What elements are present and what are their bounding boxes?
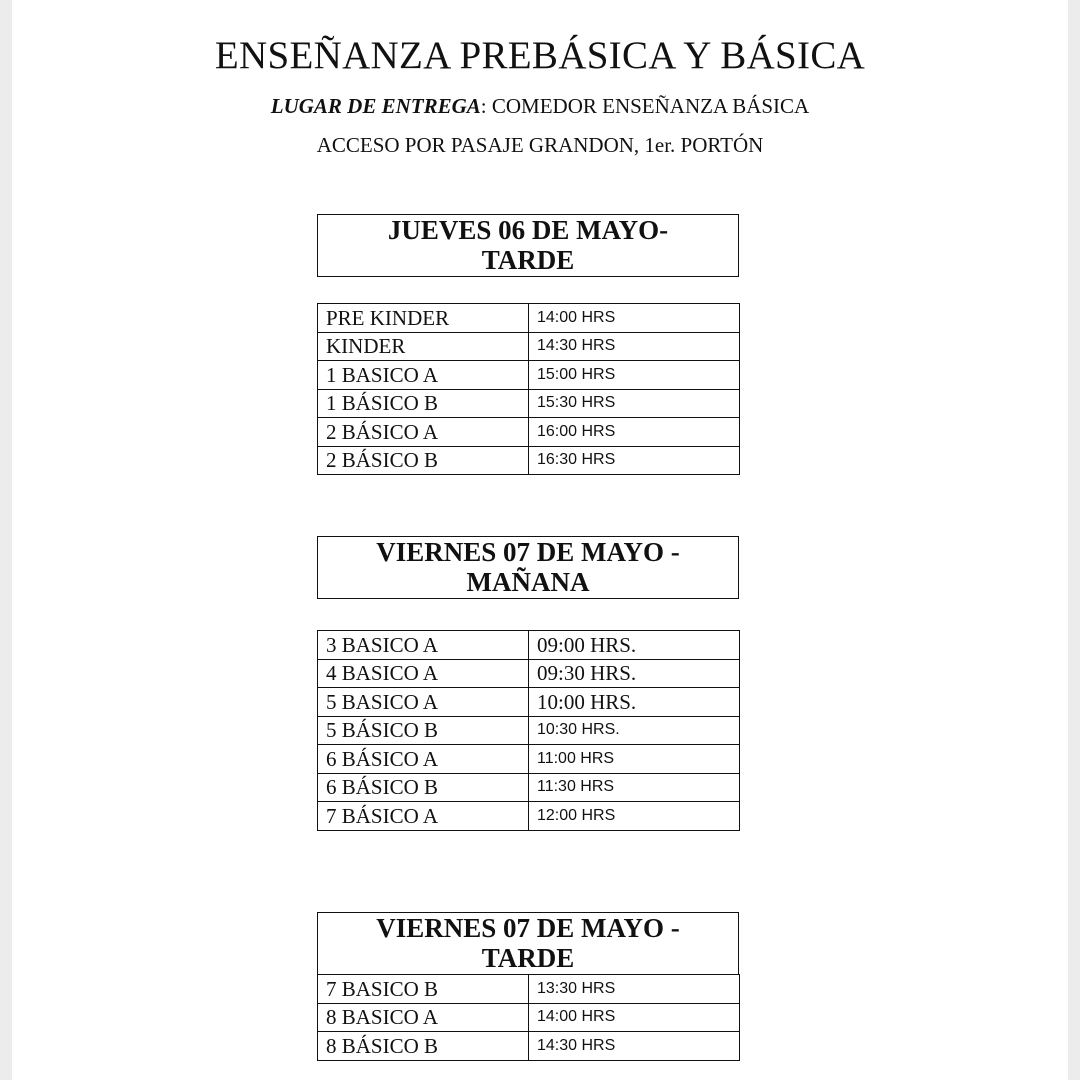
grade-cell: 1 BASICO A — [318, 361, 529, 390]
time-cell: 16:30 HRS — [529, 446, 740, 475]
grade-cell: 6 BÁSICO B — [318, 773, 529, 802]
table-row — [318, 802, 740, 831]
time-cell: 15:30 HRS — [529, 389, 740, 418]
grade-cell: 8 BÁSICO B — [318, 1032, 529, 1061]
grade-cell: 8 BASICO A — [318, 1003, 529, 1032]
time-cell: 11:00 HRS — [529, 745, 740, 774]
table-row — [318, 975, 740, 1004]
time-cell: 14:00 HRS — [529, 304, 740, 333]
session-heading-line1: JUEVES 06 DE MAYO- — [387, 215, 669, 245]
session-heading-line1: VIERNES 07 DE MAYO - — [376, 537, 680, 567]
time-cell: 11:30 HRS — [529, 773, 740, 802]
table-row — [318, 1003, 740, 1032]
grade-cell: 2 BÁSICO B — [318, 446, 529, 475]
session-heading-line2: TARDE — [481, 245, 575, 275]
time-cell: 14:30 HRS — [529, 1032, 740, 1061]
page-title: ENSEÑANZA PREBÁSICA Y BÁSICA — [214, 34, 866, 77]
time-cell: 10:00 HRS. — [529, 688, 740, 717]
session-heading-line2: TARDE — [481, 943, 575, 973]
table-row — [318, 361, 740, 390]
session-heading-line1: VIERNES 07 DE MAYO - — [376, 913, 680, 943]
grade-cell: 5 BÁSICO B — [318, 716, 529, 745]
table-row — [318, 688, 740, 717]
table-row — [318, 659, 740, 688]
time-cell: 09:00 HRS. — [529, 631, 740, 660]
time-cell: 12:00 HRS — [529, 802, 740, 831]
time-cell: 14:00 HRS — [529, 1003, 740, 1032]
grade-cell: KINDER — [318, 332, 529, 361]
table-row — [318, 631, 740, 660]
table-row — [318, 304, 740, 333]
access-info: ACCESO POR PASAJE GRANDON, 1er. PORTÓN — [316, 133, 764, 157]
session-heading — [317, 214, 739, 277]
table-row — [318, 418, 740, 447]
grade-cell: 3 BASICO A — [318, 631, 529, 660]
time-cell: 16:00 HRS — [529, 418, 740, 447]
grade-cell: PRE KINDER — [318, 304, 529, 333]
delivery-place — [12, 93, 1068, 119]
schedule-table — [317, 303, 740, 475]
delivery-place-label: LUGAR DE ENTREGA — [270, 94, 481, 118]
table-row — [318, 773, 740, 802]
grade-cell: 7 BÁSICO A — [318, 802, 529, 831]
time-cell: 14:30 HRS — [529, 332, 740, 361]
table-row — [318, 332, 740, 361]
delivery-place-value: : COMEDOR ENSEÑANZA BÁSICA — [480, 94, 810, 118]
table-row — [318, 446, 740, 475]
time-cell: 15:00 HRS — [529, 361, 740, 390]
grade-cell: 7 BASICO B — [318, 975, 529, 1004]
time-cell: 09:30 HRS. — [529, 659, 740, 688]
session-heading — [317, 912, 739, 975]
table-row — [318, 745, 740, 774]
session-heading-line2: MAÑANA — [466, 567, 590, 597]
table-row — [318, 1032, 740, 1061]
document-page — [12, 0, 1068, 1080]
time-cell: 13:30 HRS — [529, 975, 740, 1004]
table-row — [318, 716, 740, 745]
grade-cell: 4 BASICO A — [318, 659, 529, 688]
grade-cell: 5 BASICO A — [318, 688, 529, 717]
grade-cell: 1 BÁSICO B — [318, 389, 529, 418]
session-heading — [317, 536, 739, 599]
schedule-table — [317, 974, 740, 1061]
grade-cell: 6 BÁSICO A — [318, 745, 529, 774]
time-cell: 10:30 HRS. — [529, 716, 740, 745]
grade-cell: 2 BÁSICO A — [318, 418, 529, 447]
schedule-table — [317, 630, 740, 831]
table-row — [318, 389, 740, 418]
